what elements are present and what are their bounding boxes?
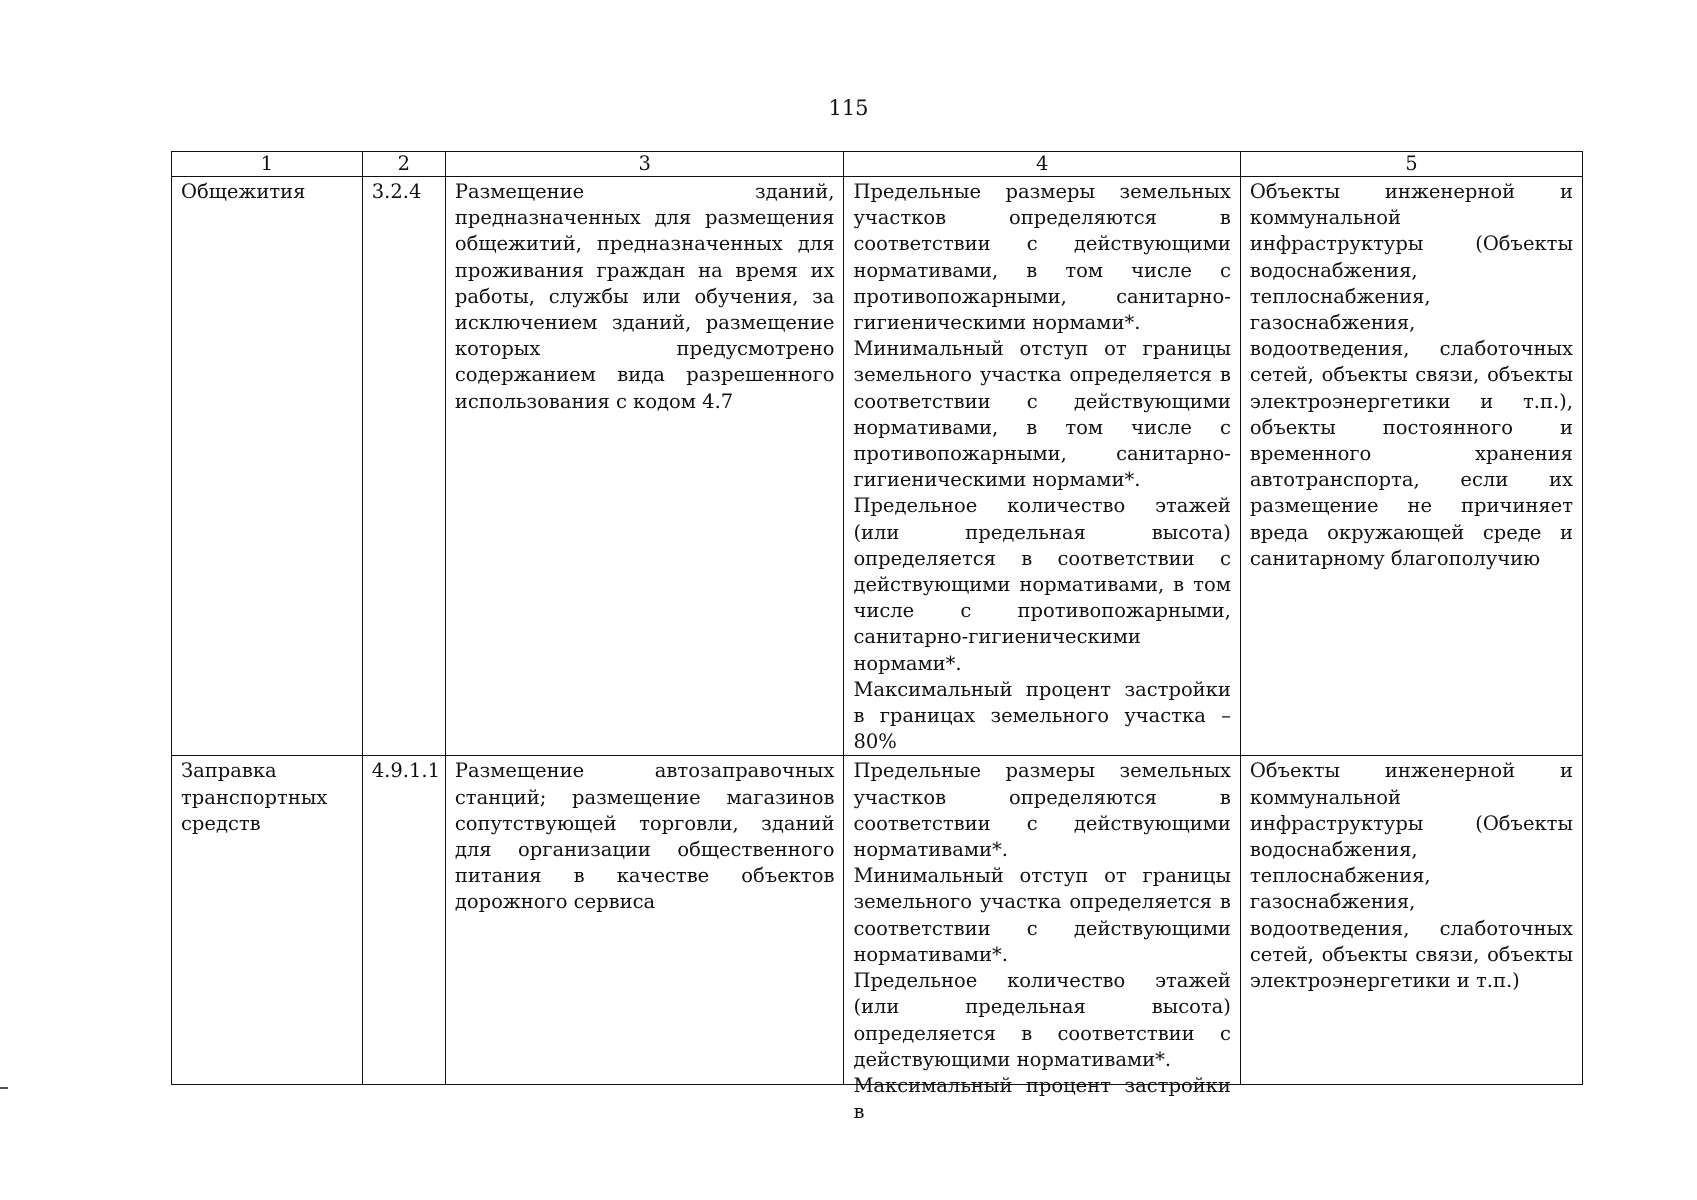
use-parameters: [844, 177, 1240, 756]
header-row: [172, 152, 1583, 177]
page-number: 115: [828, 96, 869, 120]
use-description: Размещение зданий, предназначенных для размещения общежитий, предназначенных для проживания граждан на время их работы, службы или обучения, за исключением зданий, размещение которых предусмотрено содержанием вида разрешенного использования с кодом 4.7: [445, 177, 844, 756]
parameter-item: Максимальный процент застройки в границах земельного участка – 80%: [853, 677, 1231, 754]
use-description: Размещение автозаправочных станций; размещение магазинов сопутствующей торговли, зданий для организации общественного питания в качестве объектов дорожного сервиса: [445, 756, 844, 1085]
parameter-item: Минимальный отступ от границы земельного участка определяется в соответствии с действующими нормативами, в том числе с противопожарными, санитарно-гигиеническими нормами*.: [853, 337, 1231, 492]
margin-mark: [0, 1087, 8, 1089]
use-parameters: [844, 756, 1240, 1124]
header-col-3: 3: [445, 152, 844, 177]
parameter-item: Минимальный отступ от границы земельного участка определяется в соответствии с действующими нормативами*.: [853, 864, 1231, 966]
parameter-list: [853, 758, 1231, 1124]
table-header: [172, 152, 1583, 177]
header-col-1: 1: [172, 152, 363, 177]
header-col-2: 2: [362, 152, 445, 177]
use-name: Общежития: [172, 177, 363, 756]
use-code: 4.9.1.1: [362, 756, 445, 1085]
table-row: [172, 756, 1583, 1085]
parameter-item: Предельные размеры земельных участков определяются в соответствии с действующими нормативами, в том числе с противопожарными, санитарно-гигиеническими нормами*.: [853, 180, 1231, 335]
parameter-item: Предельные размеры земельных участков определяются в соответствии с действующими нормативами*.: [853, 759, 1231, 862]
auxiliary-uses: Объекты инженерной и коммунальной инфраструктуры (Объекты водоснабжения, теплоснабжения, газоснабжения, водоотведения, слаботочных сетей, объекты связи, объекты электроэнергетики и т.п.), объекты постоянного и временного хранения автотранспорта, если их размещение не причиняет вреда окружающей среде и санитарному благополучию: [1240, 177, 1582, 756]
regulations-table: [171, 151, 1583, 1124]
auxiliary-uses: Объекты инженерной и коммунальной инфраструктуры (Объекты водоснабжения, теплоснабжения, газоснабжения, водоотведения, слаботочных сетей, объекты связи, объекты электроэнергетики и т.п.): [1240, 756, 1582, 1085]
use-code: 3.2.4: [362, 177, 445, 756]
header-col-5: 5: [1240, 152, 1582, 177]
use-name: Заправка транспортных средств: [172, 756, 363, 1085]
header-col-4: 4: [844, 152, 1240, 177]
parameter-item: Максимальный процент застройки в: [853, 1073, 1231, 1124]
table-row: [172, 177, 1583, 756]
parameter-item: Предельное количество этажей (или предельная высота) определяется в соответствии с действующими нормативами*.: [853, 969, 1231, 1071]
parameter-item: Предельное количество этажей (или предельная высота) определяется в соответствии с действующими нормативами, в том числе с противопожарными, санитарно-гигиеническими нормами*.: [853, 494, 1231, 675]
